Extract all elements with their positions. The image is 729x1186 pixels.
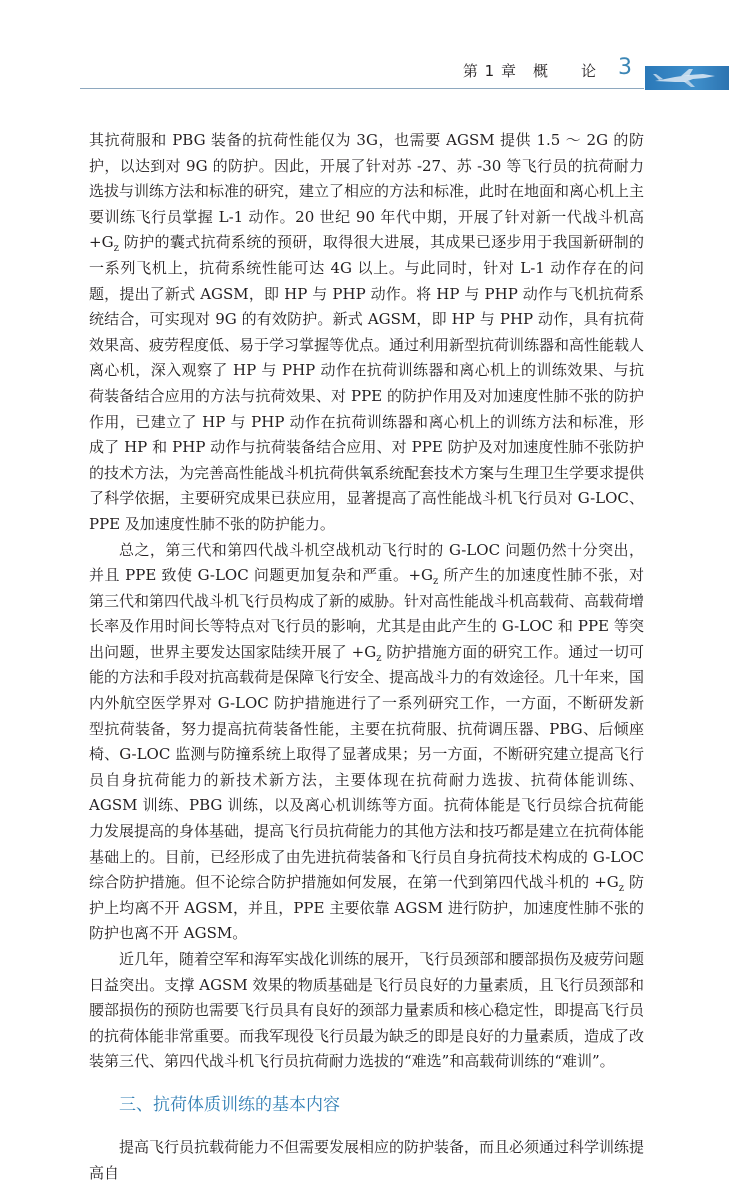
subscript-z: z <box>113 243 119 255</box>
subscript-z: z <box>618 883 625 895</box>
paragraph-1 <box>89 128 644 538</box>
paragraph-2-text-d: 防护上均离不开 AGSM，并且，PPE 主要依靠 AGSM 进行防护，加速度性肺不张的防护也离不开 AGSM。 <box>89 873 644 943</box>
paragraph-3: 近几年，随着空军和海军实战化训练的展开，飞行员颈部和腰部损伤及疲劳问题日益突出。支撑 AGSM 效果的物质基础是飞行员良好的力量素质，且飞行员颈部和腰部损伤的预防也需要飞行员具有良好的颈部力量素质和核心稳定性，即提高飞行员的抗荷体能非常重要。而我军现役飞行员最为缺乏的即是良好的力量素质，造成了改装第三代、第四代战斗机飞行员抗荷耐力选拔的“难选”和高载荷训练的“难训”。 <box>89 950 645 1071</box>
paragraph-4: 提高飞行员抗载荷能力不但需要发展相应的防护装备，而且必须通过科学训练提高自 <box>89 1137 645 1182</box>
body-text <box>89 128 644 1186</box>
section-heading: 三、抗荷体质训练的基本内容 <box>119 1094 340 1115</box>
running-head-chapter: 第 1 章 概 论 <box>462 62 597 80</box>
paragraph-2-text-a: 总之，第三代和第四代战斗机空战机动飞行时的 G-LOC 问题仍然十分突出，并且 PPE 致使 G-LOC 问题更加复杂和严重。+G <box>89 540 644 585</box>
paragraph-2 <box>89 538 644 948</box>
paragraph-1-text-b: 防护的囊式抗荷系统的预研，取得很大进展，其成果已逐步用于我国新研制的一系列飞机上，抗荷系统性能可达 4G 以上。与此同时，针对 L-1 动作存在的问题，提出了新式 AGSM，即 HP 与 PHP 动作。将 HP 与 PHP 动作与飞机抗荷系统结合，可实现对 9G 的有效防护。新式 AGSM，即 HP 与 PHP 动作，具有抗荷效果高、疲劳程度低、易于学习掌握等优点。通过利用新型抗荷训练器和高性能载人离心机，深入观察了 HP 与 PHP 动作在抗荷训练器和离心机上的训练效果、与抗荷装备结合应用的方法与抗荷效果、对 PPE 的防护作用及对加速度性肺不张的防护作用，已建立了 HP 与 PHP 动作在抗荷训练器和离心机上的训练方法和标准，形成了 HP 和 PHP 动作与抗荷装备结合应用、对 PPE 防护及对加速度性肺不张防护的技术方法，为完善高性能战斗机抗荷供氧系统配套技术方案与生理卫生学要求提供了科学依据，主要研究成果已获应用，显著提高了高性能战斗机飞行员对 G-LOC、PPE 及加速度性肺不张的防护能力。 <box>89 233 645 533</box>
page-header <box>0 0 729 108</box>
paragraph-2-text-c: 防护措施方面的研究工作。通过一切可能的方法和手段对抗高载荷是保障飞行安全、提高战斗力的有效途径。几十年来，国内外航空医学界对 G-LOC 防护措施进行了一系列研究工作，一方面，不断研发新型抗荷装备，努力提高抗荷装备性能，主要在抗荷服、抗荷调压器、PBG、后倾座椅、G-LOC 监测与防撞系统上取得了显著成果；另一方面，不断研究建立提高飞行员自身抗荷能力的新技术新方法，主要体现在抗荷耐力选拔、抗荷体能训练、AGSM 训练、PBG 训练，以及离心机训练等方面。抗荷体能是飞行员综合抗荷能力发展提高的身体基础，提高飞行员抗荷能力的其他方法和技巧都是建立在抗荷体能基础上的。目前，已经形成了由先进抗荷装备和飞行员自身抗荷技术构成的 G-LOC 综合防护措施。但不论综合防护措施如何发展，在第一代到第四代战斗机的 +G <box>89 642 645 892</box>
subscript-z: z <box>433 576 439 588</box>
fighter-jet-icon <box>645 66 729 90</box>
subscript-z: z <box>376 652 382 664</box>
jet-banner-image <box>645 66 729 90</box>
header-rule <box>80 88 644 89</box>
paragraph-2-text-b: 所产生的加速度性肺不张，对第三代和第四代战斗机飞行员构成了新的威胁。针对高性能战斗机高载荷、高载荷增长率及作用时间长等特点对飞行员的影响，尤其是由此产生的 G-LOC 和 PPE 等突出问题，世界主要发达国家陆续开展了 +G <box>89 566 645 661</box>
page-number: 3 <box>618 55 632 80</box>
paragraph-1-text-a: 其抗荷服和 PBG 装备的抗荷性能仅为 3G，也需要 AGSM 提供 1.5 ～ 2G 的防护，以达到对 9G 的防护。因此，开展了针对苏 -27、苏 -30 等飞行员的抗荷耐力选拔与训练方法和标准的研究，建立了相应的方法和标准，此时在地面和离心机上主要训练飞行员掌握 L-1 动作。20 世纪 90 年代中期，开展了针对新一代战斗机高 +G <box>89 131 645 252</box>
